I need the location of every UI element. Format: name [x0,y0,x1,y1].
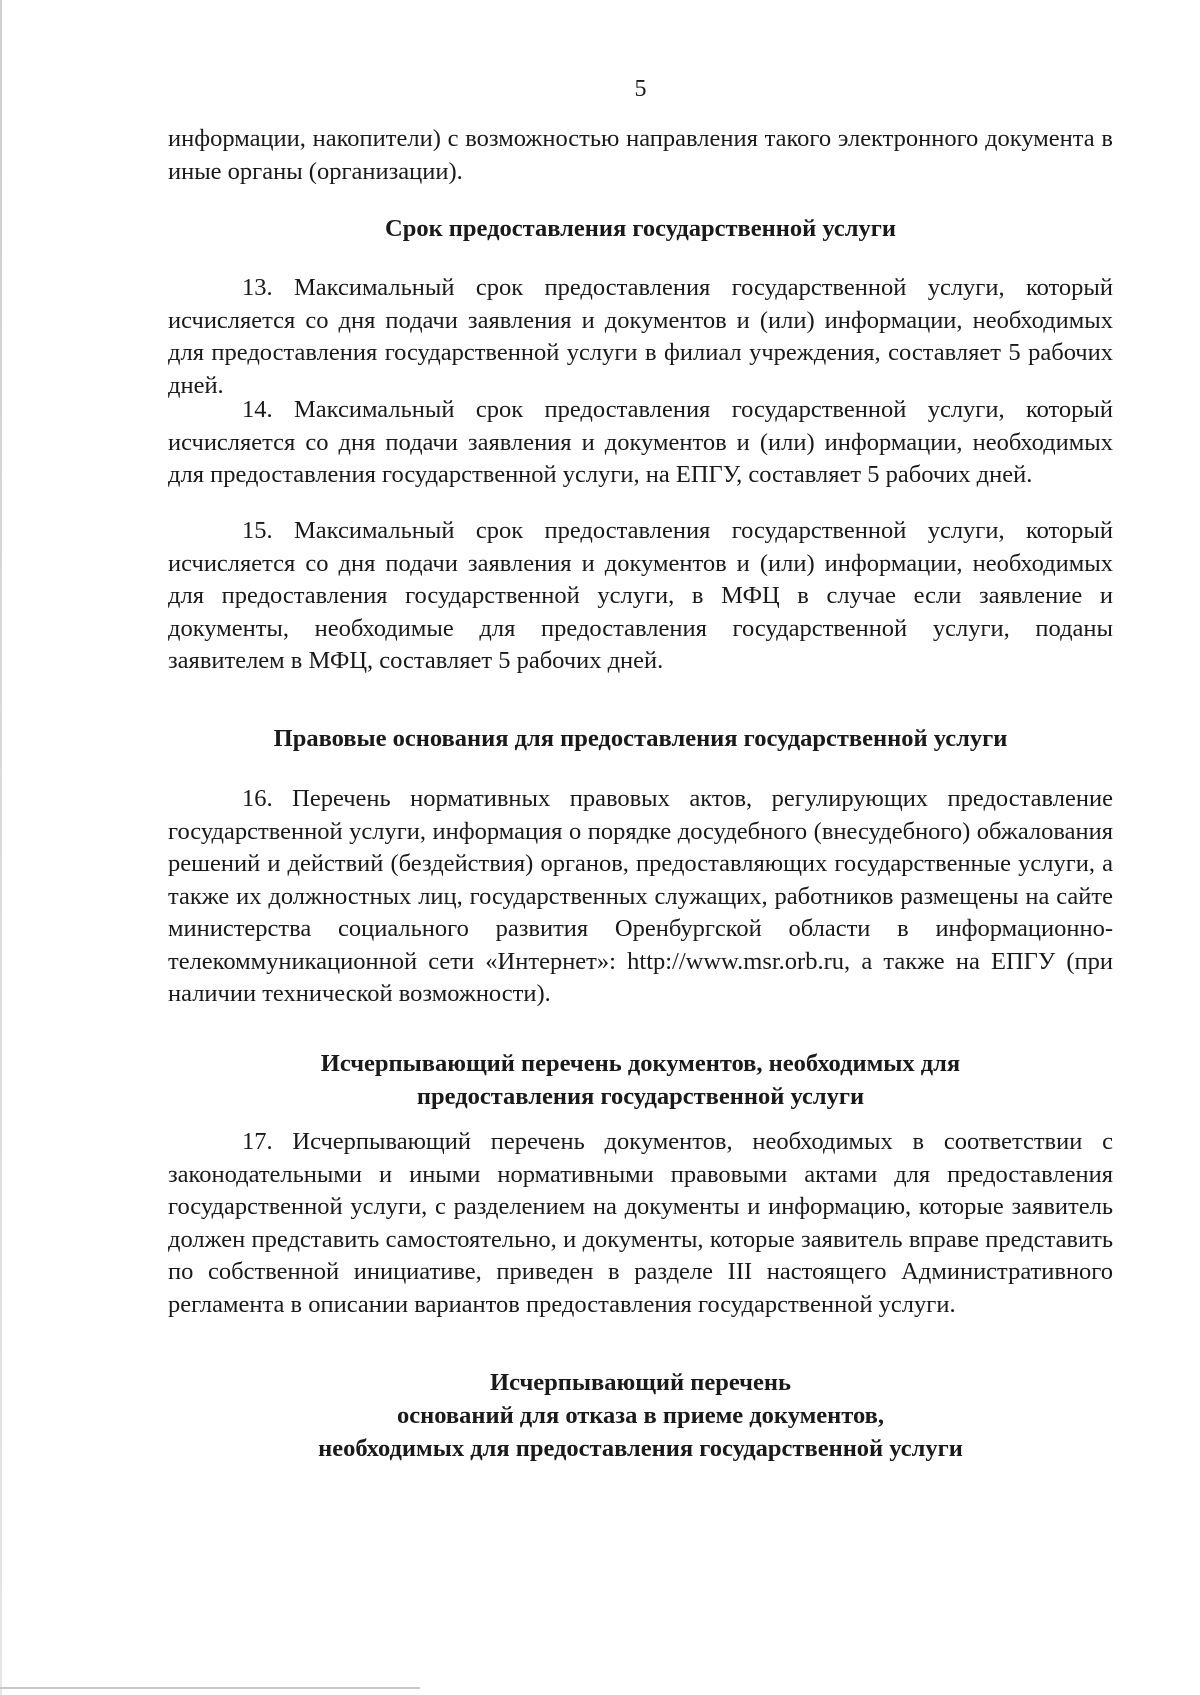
paragraph-14: 14. Максимальный срок предоставления государственной услуги, который исчисляется со дня подачи заявления и документов и (или) информации, необходимых для предоставления государственной услуги, на ЕПГУ, составляет 5 рабочих дней. [168,396,1113,488]
heading-refusal-line-3: необходимых для предоставления государственной услуги [318,1435,963,1462]
paragraph-15: 15. Максимальный срок предоставления государственной услуги, который исчисляется со дня подачи заявления и документов и (или) информации, необходимых для предоставления государственной услуги, в МФЦ в случае если заявление и документы, необходимые для предоставления государственной услуги, поданы заявителем в МФЦ, составляет 5 рабочих дней. [168,517,1113,674]
intro-paragraph: информации, накопители) с возможностью направления такого электронного документа в иные органы (организации). [168,125,1113,185]
paragraph-16: 16. Перечень нормативных правовых актов, регулирующих предоставление государственной услуги, информация о порядке досудебного (внесудебного) обжалования решений и действий (бездействия) органов, предоставляющих государственные услуги, а также их должностных лиц, государственных служащих, работников размещены на сайте министерства социального развития Оренбургской области в информационно-телекоммуникационной сети «Интернет»: http://www.msr.orb.ru, а также на ЕПГУ (при наличии технической возможности). [168,785,1113,1007]
page-number: 5 [634,76,647,102]
heading-refusal-line-1: Исчерпывающий перечень [490,1369,791,1396]
heading-documents-line-1: Исчерпывающий перечень документов, необходимых для [320,1050,961,1077]
heading-refusal [168,1366,1113,1465]
scan-bottom-edge [0,1687,420,1689]
heading-documents [168,1047,1113,1113]
heading-legal: Правовые основания для предоставления государственной услуги [273,725,1008,752]
paragraph-13: 13. Максимальный срок предоставления государственной услуги, который исчисляется со дня подачи заявления и документов и (или) информации, необходимых для предоставления государственной услуги в филиал учреждения, составляет 5 рабочих дней. [168,274,1113,399]
paragraph-17: 17. Исчерпывающий перечень документов, необходимых в соответствии с законодательными и иными нормативными правовыми актами для предоставления государственной услуги, с разделением на документы и информацию, которые заявитель должен представить самостоятельно, и документы, которые заявитель вправе представить по собственной инициативе, приведен в разделе III настоящего Административного регламента в описании вариантов предоставления государственной услуги. [168,1128,1113,1318]
scan-left-edge [0,0,2,1695]
heading-documents-line-2: предоставления государственной услуги [416,1083,865,1110]
heading-term: Срок предоставления государственной услуги [385,215,896,242]
heading-refusal-line-2: оснований для отказа в приеме документов, [396,1402,885,1429]
